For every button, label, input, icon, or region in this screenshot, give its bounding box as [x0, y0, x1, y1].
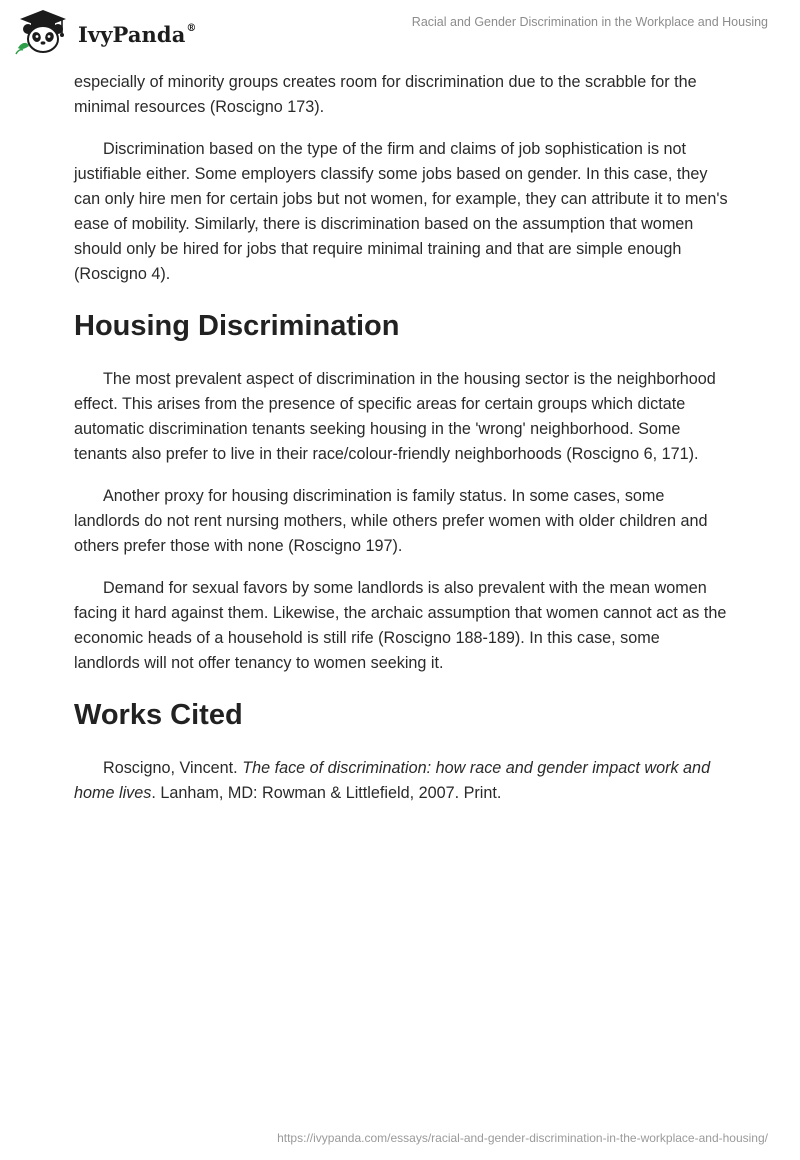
paragraph-firm-discrimination: Discrimination based on the type of the firm and claims of job sophistication is not justifiable either. Some employers classify some jobs based on gender. In this case, they can only hire men for certain jobs but not women, for example, they can attribute it to men's ease of mobility. Similarly, there is discrimination based on the assumption that women should only be hired for jobs that require minimal training and that are simple enough (Roscigno 4).	[74, 140, 728, 283]
paragraph-housing-2: Another proxy for housing discrimination is family status. In some cases, some landlords do not rent nursing mothers, while others prefer women with older children and others prefer those with none (Roscigno 197).	[74, 487, 708, 555]
citation-title: The face of discrimination: how race and gender impact work and home lives	[74, 759, 711, 802]
citation-publisher: . Lanham, MD: Rowman & Littlefield, 2007. Print.	[151, 784, 502, 802]
paragraph-continued: especially of minority groups creates room for discrimination due to the scrabble for the minimal resources (Roscigno 173).	[74, 73, 697, 116]
paragraph-housing-1: The most prevalent aspect of discrimination in the housing sector is the neighborhood effect. This arises from the presence of specific areas for certain groups which dictate automatic discrimination tenants seeking housing in the 'wrong' neighborhood. Some tenants also prefer to live in their race/colour-friendly neighborhoods (Roscigno 6, 171).	[74, 370, 716, 463]
page-header	[0, 0, 800, 62]
panda-graduate-icon	[14, 8, 72, 56]
paragraph-housing-3: Demand for sexual favors by some landlords is also prevalent with the mean women facing it hard against them. Likewise, the archaic assumption that women cannot act as the economic heads of a household is still rife (Roscigno 188-189). In this case, some landlords will not offer tenancy to women seeking it.	[74, 579, 727, 672]
heading-housing-discrimination: Housing Discrimination	[74, 310, 400, 342]
citation-author: Roscigno, Vincent.	[103, 759, 238, 777]
document-title: Racial and Gender Discrimination in the Workplace and Housing	[411, 15, 768, 29]
heading-works-cited: Works Cited	[74, 699, 243, 731]
essay-body	[74, 70, 728, 823]
ivypanda-logo[interactable]	[14, 8, 197, 56]
citation-entry	[74, 756, 728, 806]
brand-name: IvyPanda®	[78, 21, 197, 47]
source-url[interactable]: https://ivypanda.com/essays/racial-and-gender-discrimination-in-the-workplace-and-housing/	[277, 1131, 768, 1145]
